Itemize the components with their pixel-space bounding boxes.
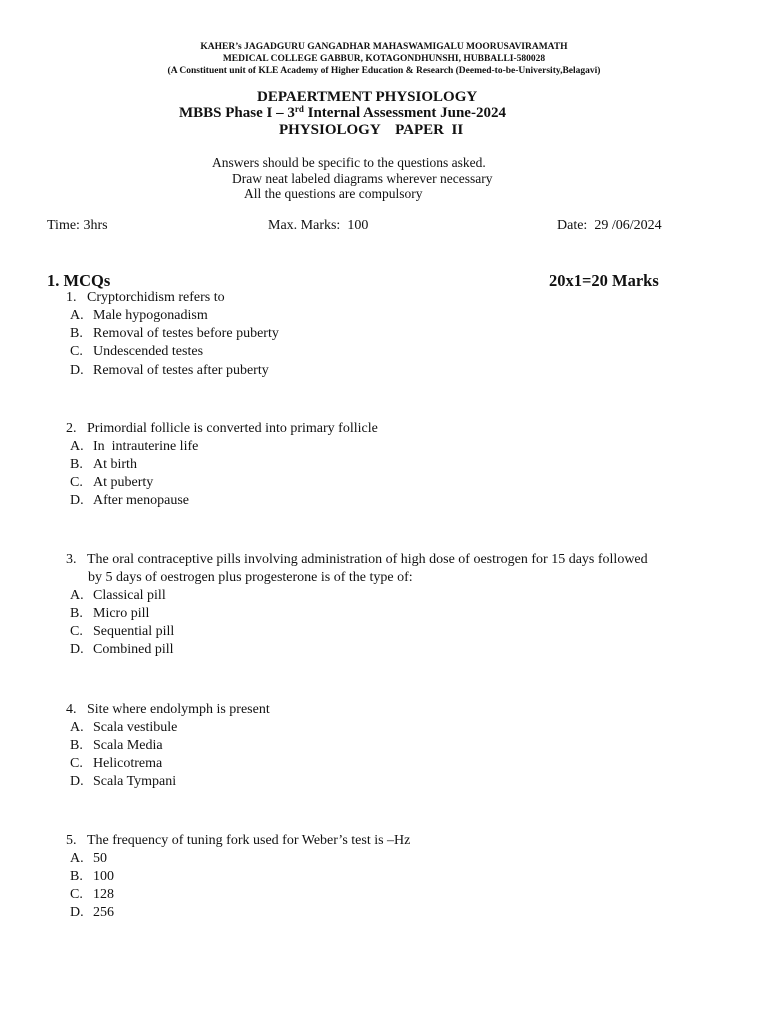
question-3-continuation: by 5 days of oestrogen plus progesterone is of the type of:	[88, 570, 413, 585]
question-number: 2.	[66, 421, 77, 436]
question-2	[66, 421, 378, 437]
institution-address: MEDICAL COLLEGE GABBUR, KOTAGONDHUNSHI, HUBBALLI-580028	[222, 54, 546, 64]
option-2c: C. At puberty	[70, 475, 154, 490]
paper-title: PHYSIOLOGY PAPER II	[279, 122, 464, 138]
question-5	[66, 833, 410, 849]
option-3a: A. Classical pill	[70, 588, 166, 603]
instruction-2: Draw neat labeled diagrams wherever necessary	[232, 171, 493, 186]
question-number: 5.	[66, 833, 77, 848]
question-text: Site where endolymph is present	[87, 702, 270, 717]
option-5b: B. 100	[70, 869, 114, 884]
question-1	[66, 290, 225, 306]
exam-title: MBBS Phase I – 3rd Internal Assessment June-2024	[179, 104, 506, 121]
option-4a: A. Scala vestibule	[70, 720, 178, 735]
option-5c: C. 128	[70, 887, 114, 902]
question-text: The frequency of tuning fork used for Weber’s test is –Hz	[87, 833, 411, 848]
option-5a: A. 50	[70, 851, 107, 866]
question-3	[66, 552, 648, 568]
option-3d: D. Combined pill	[70, 642, 174, 657]
option-2a: A. In intrauterine life	[70, 439, 199, 454]
question-number: 1.	[66, 290, 77, 305]
option-4d: D. Scala Tympani	[70, 774, 177, 789]
question-number: 3.	[66, 552, 77, 567]
question-text: Cryptorchidism refers to	[87, 290, 225, 305]
instruction-1: Answers should be specific to the questions asked.	[212, 155, 486, 170]
option-1a: A. Male hypogonadism	[70, 308, 208, 323]
question-text: Primordial follicle is converted into primary follicle	[87, 421, 378, 436]
option-1c: C. Undescended testes	[70, 344, 204, 359]
question-number: 4.	[66, 702, 77, 717]
department-title: DEPAERTMENT PHYSIOLOGY	[257, 89, 478, 105]
question-text: The oral contraceptive pills involving administration of high dose of oestrogen for 15 days followed	[87, 552, 648, 567]
option-3c: C. Sequential pill	[70, 624, 175, 639]
option-4c: C. Helicotrema	[70, 756, 163, 771]
exam-time: Time: 3hrs	[47, 218, 108, 233]
option-2b: B. At birth	[70, 457, 137, 472]
exam-date: Date: 29 /06/2024	[557, 218, 662, 233]
max-marks: Max. Marks: 100	[268, 218, 369, 233]
option-4b: B. Scala Media	[70, 738, 163, 753]
option-5d: D. 256	[70, 905, 114, 920]
institution-name: KAHER’s JAGADGURU GANGADHAR MAHASWAMIGALU MOORUSAVIRAMATH	[200, 42, 568, 52]
option-2d: D. After menopause	[70, 493, 190, 508]
institution-affiliation: (A Constituent unit of KLE Academy of Higher Education & Research (Deemed-to-be-University,Belagavi)	[167, 66, 601, 76]
option-1d: D. Removal of testes after puberty	[70, 363, 269, 378]
question-4	[66, 702, 270, 718]
option-3b: B. Micro pill	[70, 606, 150, 621]
instruction-3: All the questions are compulsory	[244, 186, 423, 201]
section-title: 1. MCQs	[47, 271, 111, 290]
section-marks: 20x1=20 Marks	[549, 271, 659, 290]
option-1b: B. Removal of testes before puberty	[70, 326, 279, 341]
